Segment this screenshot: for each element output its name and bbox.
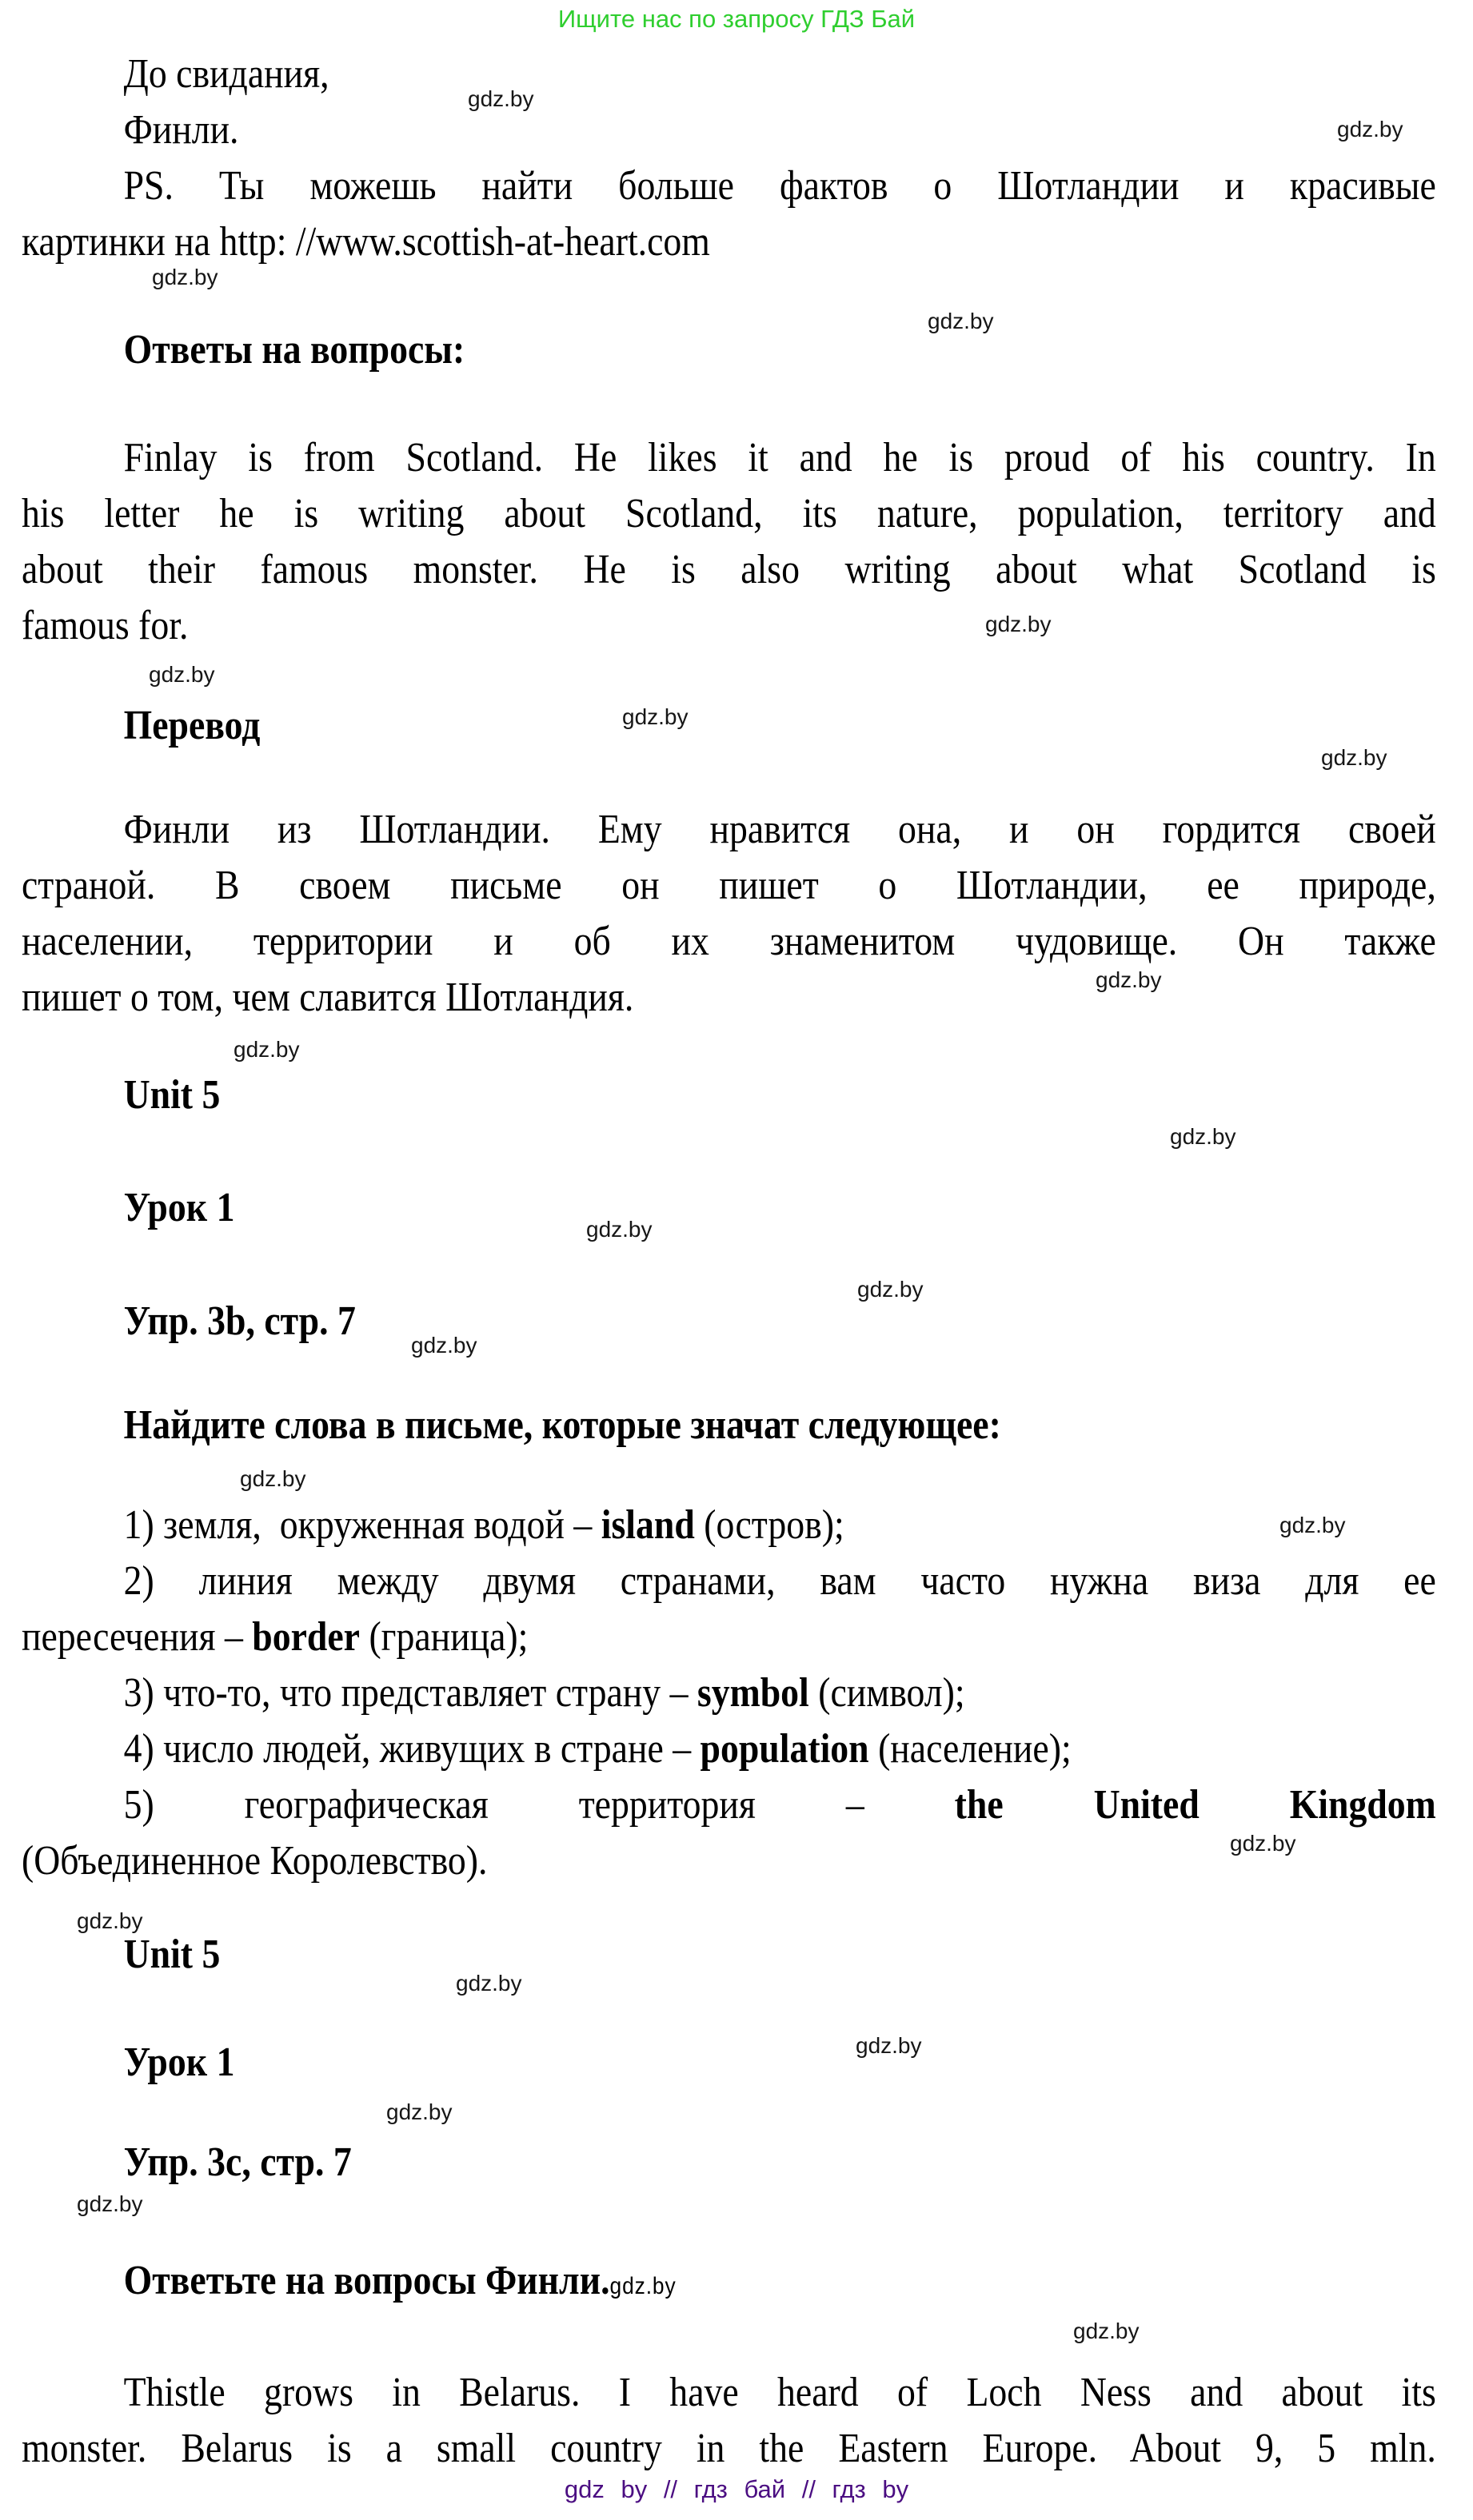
page-footer: gdz by // гдз бай // гдз by xyxy=(564,2475,909,2503)
translation-heading: Перевод xyxy=(123,703,261,748)
vocab-item-text: (граница); xyxy=(360,1614,529,1660)
translation-line: населении, территории и об их знаменитом чудовище. Он также xyxy=(22,919,1436,964)
gdz-watermark: gdz.by xyxy=(1073,2319,1140,2343)
gdz-watermark: gdz.by xyxy=(77,1908,143,1933)
letter-closing-line: До свидания, xyxy=(123,51,329,97)
vocab-item-2-line1: 2) линия между двумя странами, вам часто нужна виза для ее xyxy=(123,1558,1436,1604)
text-column xyxy=(22,0,1436,2477)
gdz-watermark: gdz.by xyxy=(411,1333,477,1358)
unit-heading-3c: Unit 5 xyxy=(123,1932,221,1977)
gdz-watermark: gdz.by xyxy=(857,1277,924,1302)
gdz-watermark: gdz.by xyxy=(609,2273,677,2299)
gdz-watermark: gdz.by xyxy=(1096,967,1162,992)
lesson-heading-3b: Урок 1 xyxy=(123,1185,235,1230)
answers-heading: Ответы на вопросы: xyxy=(123,327,465,373)
answer-line: Finlay is from Scotland. He likes it and he is proud of his country. In xyxy=(123,435,1436,480)
vocab-term: the United Kingdom xyxy=(954,1782,1436,1828)
vocab-item-text: 5) географическая территория – xyxy=(123,1782,955,1828)
lesson-heading-3c: Урок 1 xyxy=(123,2040,235,2085)
answer-paragraph xyxy=(22,430,1436,654)
letter-closing xyxy=(22,46,1436,270)
task-heading-3c xyxy=(22,2253,1436,2315)
vocab-item-text: (остров); xyxy=(694,1502,844,1548)
gdz-watermark: gdz.by xyxy=(1279,1513,1346,1537)
task-heading-text: Ответьте на вопросы Финли. xyxy=(123,2258,610,2303)
gdz-watermark: gdz.by xyxy=(1321,745,1387,770)
gdz-watermark: gdz.by xyxy=(77,2191,143,2216)
answer-line: famous for. xyxy=(22,603,189,648)
vocab-item-text: 1) земля, окруженная водой – xyxy=(123,1502,601,1548)
answer-line: about their famous monster. He is also writing about what Scotland is xyxy=(22,547,1436,592)
answer-paragraph-3c xyxy=(22,2365,1436,2477)
translation-line: страной. В своем письме он пишет о Шотландии, ее природе, xyxy=(22,863,1436,908)
vocab-item-5-line1 xyxy=(22,1777,1436,1833)
gdz-watermark: gdz.by xyxy=(149,662,215,687)
gdz-watermark: gdz.by xyxy=(240,1466,306,1491)
vocab-item-text: (население); xyxy=(868,1726,1072,1772)
vocab-term: symbol xyxy=(697,1670,809,1716)
gdz-watermark: gdz.by xyxy=(1170,1124,1236,1149)
vocab-list xyxy=(22,1497,1436,1889)
vocab-term: border xyxy=(252,1614,361,1660)
gdz-watermark: gdz.by xyxy=(152,265,218,289)
answer-line: Thistle grows in Belarus. I have heard of Loch Ness and about its xyxy=(123,2370,1436,2415)
gdz-watermark: gdz.by xyxy=(856,2033,922,2058)
vocab-item-5-line2: (Объединенное Королевство). xyxy=(22,1838,488,1884)
vocab-item-text: 4) число людей, живущих в стране – xyxy=(123,1726,701,1772)
vocab-term: island xyxy=(601,1502,695,1548)
task-heading-3b: Найдите слова в письме, которые значат следующее: xyxy=(123,1402,1001,1448)
translation-line: Финли из Шотландии. Ему нравится она, и он гордится своей xyxy=(123,807,1436,852)
gdz-watermark: gdz.by xyxy=(985,612,1052,636)
gdz-watermark: gdz.by xyxy=(586,1217,653,1242)
gdz-watermark: gdz.by xyxy=(234,1037,300,1062)
vocab-item-3 xyxy=(22,1665,1436,1721)
unit-heading-3b: Unit 5 xyxy=(123,1072,221,1118)
vocab-item-text: 3) что-то, что представляет страну – xyxy=(123,1670,697,1716)
gdz-watermark: gdz.by xyxy=(928,309,994,333)
gdz-watermark: gdz.by xyxy=(1337,117,1403,142)
vocab-item-2-line2 xyxy=(22,1609,1436,1665)
gdz-watermark: gdz.by xyxy=(456,1971,522,1996)
gdz-watermark: gdz.by xyxy=(1230,1831,1296,1856)
translation-paragraph xyxy=(22,802,1436,1026)
vocab-item-1 xyxy=(22,1497,1436,1553)
answer-line: his letter he is writing about Scotland, its nature, population, territory and xyxy=(22,491,1436,536)
exercise-heading-3c: Упр. 3c, стр. 7 xyxy=(123,2139,352,2185)
promo-header: Ищите нас по запросу ГДЗ Бай xyxy=(557,5,916,33)
translation-line: пишет о том, чем славится Шотландия. xyxy=(22,975,634,1020)
ps-line-url: картинки на http: //www.scottish-at-heart.com xyxy=(22,219,710,265)
gdz-watermark: gdz.by xyxy=(622,704,689,729)
gdz-watermark: gdz.by xyxy=(386,2099,453,2124)
exercise-heading-3b: Упр. 3b, стр. 7 xyxy=(123,1298,356,1344)
vocab-item-text: (символ); xyxy=(808,1670,965,1716)
vocab-item-4 xyxy=(22,1721,1436,1777)
answer-line: monster. Belarus is a small country in the Eastern Europe. About 9, 5 mln. xyxy=(22,2426,1436,2471)
vocab-item-text: пересечения – xyxy=(22,1614,253,1660)
vocab-term: population xyxy=(700,1726,869,1772)
letter-closing-line: Финли. xyxy=(123,107,239,153)
gdz-watermark: gdz.by xyxy=(468,86,534,111)
ps-line: PS. Ты можешь найти больше фактов о Шотландии и красивые xyxy=(123,163,1436,209)
